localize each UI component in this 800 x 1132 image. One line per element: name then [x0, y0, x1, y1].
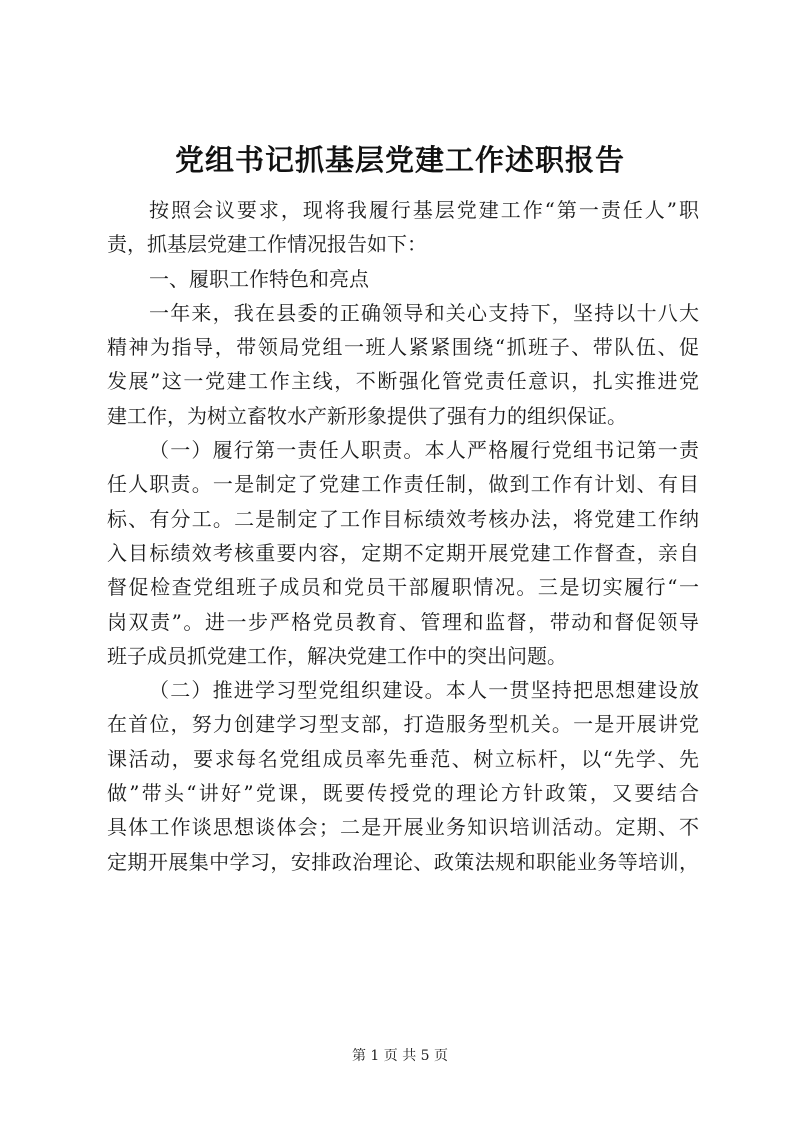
body-line: 定期开展集中学习，安排政治理论、政策法规和职能业务等培训， [107, 849, 699, 874]
body-line: 精神为指导，带领局党组一班人紧紧围绕“抓班子、带队伍、促 [107, 335, 699, 360]
body-line: 任人职责。一是制定了党建工作责任制，做到工作有计划、有目 [107, 472, 699, 497]
body-line: （二）推进学习型党组织建设。本人一贯坚持把思想建设放 [149, 678, 699, 703]
body-line: 建工作，为树立畜牧水产新形象提供了强有力的组织保证。 [107, 403, 627, 428]
body-line: 岗双责”。进一步严格党员教育、管理和监督，带动和督促领导 [107, 609, 699, 634]
body-line: 具体工作谈思想谈体会；二是开展业务知识培训活动。定期、不 [107, 815, 699, 840]
body-line: 发展”这一党建工作主线，不断强化管党责任意识，扎实推进党 [107, 369, 699, 394]
body-line: 标、有分工。二是制定了工作目标绩效考核办法，将党建工作纳 [107, 506, 699, 531]
body-line: 责，抓基层党建工作情况报告如下： [107, 232, 427, 257]
body-line: 做”带头“讲好”党课，既要传授党的理论方针政策，又要结合 [107, 781, 699, 806]
body-line: 一年来，我在县委的正确领导和关心支持下，坚持以十八大 [149, 300, 699, 325]
body-line: 在首位，努力创建学习型支部，打造服务型机关。一是开展讲党 [107, 712, 699, 737]
body-line: 入目标绩效考核重要内容，定期不定期开展党建工作督查，亲自 [107, 540, 699, 565]
document-title: 党组书记抓基层党建工作述职报告 [174, 143, 625, 177]
page-footer: 第 1 页 共 5 页 [351, 1048, 449, 1064]
body-line: 按照会议要求，现将我履行基层党建工作“第一责任人”职 [149, 198, 699, 222]
body-line: 督促检查党组班子成员和党员干部履职情况。三是切实履行“一 [107, 575, 699, 600]
body-line: 一、履职工作特色和亮点 [149, 266, 369, 291]
body-line: 课活动，要求每名党组成员率先垂范、树立标杆，以“先学、先 [107, 746, 699, 771]
body-line: （一）履行第一责任人职责。本人严格履行党组书记第一责 [149, 438, 699, 463]
document-body [107, 193, 699, 879]
body-line: 班子成员抓党建工作，解决党建工作中的突出问题。 [107, 643, 567, 668]
